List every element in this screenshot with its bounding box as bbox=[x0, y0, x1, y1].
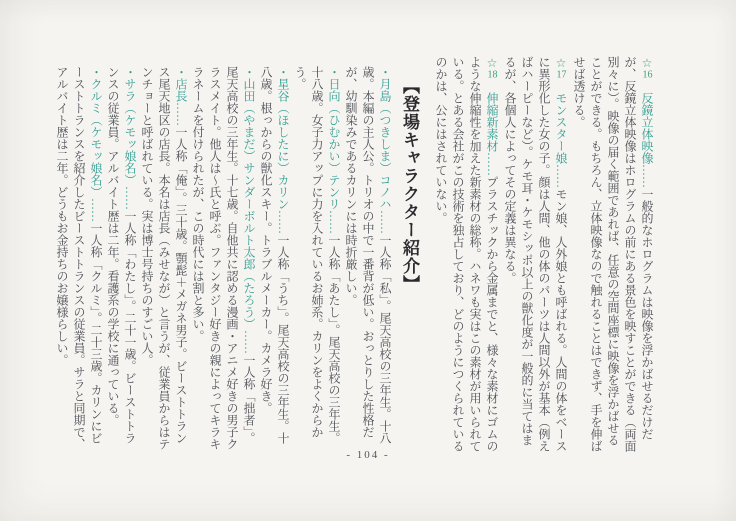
star-number-digits: 17 bbox=[556, 70, 567, 80]
glossary-term: 反鏡立体映像…… bbox=[640, 92, 654, 188]
character-name: ・サラ（ケモッ娘名）…… bbox=[123, 66, 137, 210]
glossary-term: 伸縮新素材…… bbox=[485, 92, 499, 176]
character-entry bbox=[138, 66, 189, 454]
character-body: 一人称「俺」。三十歳。顎髭＋メガネ男子。ビーストトランス尾天地区の店長。本名は店長（みせなが）と言うが、従業員からはテンチョーと呼ばれている。実は博士号持ちのすごい人。 bbox=[140, 66, 188, 450]
character-entry bbox=[342, 66, 393, 454]
character-body: 一人称「あたし」。尾天高校の三年生。十八歳。女子力アップに力を入れているお姉系。カリンをよくからかう。 bbox=[293, 66, 341, 444]
character-entry bbox=[189, 66, 257, 454]
character-name: ・山田（やまだ）サンダーボルト太郎（たろう）…… bbox=[242, 66, 256, 354]
section-heading: 【登場キャラクター紹介】 bbox=[400, 77, 419, 293]
character-name: ・日向（ひむかい）テンリ…… bbox=[327, 66, 341, 234]
character-list bbox=[53, 56, 393, 454]
character-entry bbox=[291, 66, 342, 454]
character-body: 一人称「わたし」。二十一歳。ビーストトランスの従業員。アルバイト歴は二年。看護系の学校に通っている。 bbox=[106, 66, 137, 444]
vertical-text-block bbox=[53, 56, 656, 454]
star-number: ☆17 bbox=[554, 56, 568, 80]
character-entry bbox=[104, 66, 138, 454]
star-number-digits: 18 bbox=[487, 70, 498, 80]
character-body: 一人称「クルミ」。二十三歳。カリンにビーストトランスを紹介したビーストトランスの従業員。サラと同期で、アルバイト歴は二年。どうもお金持ちのお嬢様らしい。 bbox=[55, 66, 103, 450]
character-body: 一人称「拙者」。尾天高校の三年生。十七歳。自他共に認める漫画・アニメ好きの男子クラスメイト。他人は～氏と呼ぶ。ファンタジー好きの親によってキラキラネームを付けられたが、この時代には割と多い。 bbox=[191, 66, 256, 450]
glossary-body: 一般的なホログラムは映像を浮かばせるだけだが、反鏡立体映像はホログラムの前にある景色を映すことができる（両面別々に）。映像の届く範囲であれば、任意の空間座標に映像を浮かばせることができる。もちろん、立体映像なので触れることはできず、手を伸ばせば透ける。 bbox=[572, 56, 654, 452]
character-entry bbox=[257, 66, 291, 454]
glossary-body: モン娘、人外娘とも呼ばれる。人間の体をベースに異形化した女の子。顔は人間、他の体のパーツは人間以外が基本（例えばハーピーなど）。ケモ耳・ケモシッポ以上の獣化度が一般的に当てはまるが、各個人によってその定義は異なる。 bbox=[503, 56, 568, 452]
character-body: 一人称「うち」。尾天高校の三年生。十八歳。根っからの獣化スキー。トラブルメーカー。カメラ好き。 bbox=[259, 66, 290, 444]
star-number-digits: 16 bbox=[642, 70, 653, 80]
glossary-entry bbox=[570, 56, 656, 454]
character-name: ・星谷（ほしたに）カリン…… bbox=[276, 66, 290, 234]
star-number: ☆18 bbox=[485, 56, 499, 80]
character-body: 一人称「私」。尾天高校の三年生。十八歳。本編の主人公。トリオの中で一番背が低い。おっとりした性格だが、幼馴染みであるカリンには時折厳しい。 bbox=[344, 66, 392, 444]
star-number: ☆16 bbox=[640, 56, 654, 80]
glossary-entry bbox=[432, 56, 501, 454]
glossary-entry bbox=[501, 56, 570, 454]
character-name: ・クルミ（ケモッ娘名）…… bbox=[89, 66, 103, 222]
character-name: ・月島（つきしま）コノハ…… bbox=[378, 66, 392, 234]
glossary-term: モンスター娘…… bbox=[554, 92, 568, 188]
character-entry bbox=[53, 66, 104, 454]
glossary-section bbox=[432, 56, 656, 454]
character-name: ・店長…… bbox=[174, 66, 188, 126]
page-number: - 104 - bbox=[346, 449, 390, 461]
glossary-body: プラスチックから金属までと、様々な素材にゴムのような伸縮性を加えた新素材の総称。ハネワも実はこの素材が用いられている。とある会社がこの技術を独占しており、どのようにつくられているのかは、公にはされていない。 bbox=[434, 56, 499, 452]
